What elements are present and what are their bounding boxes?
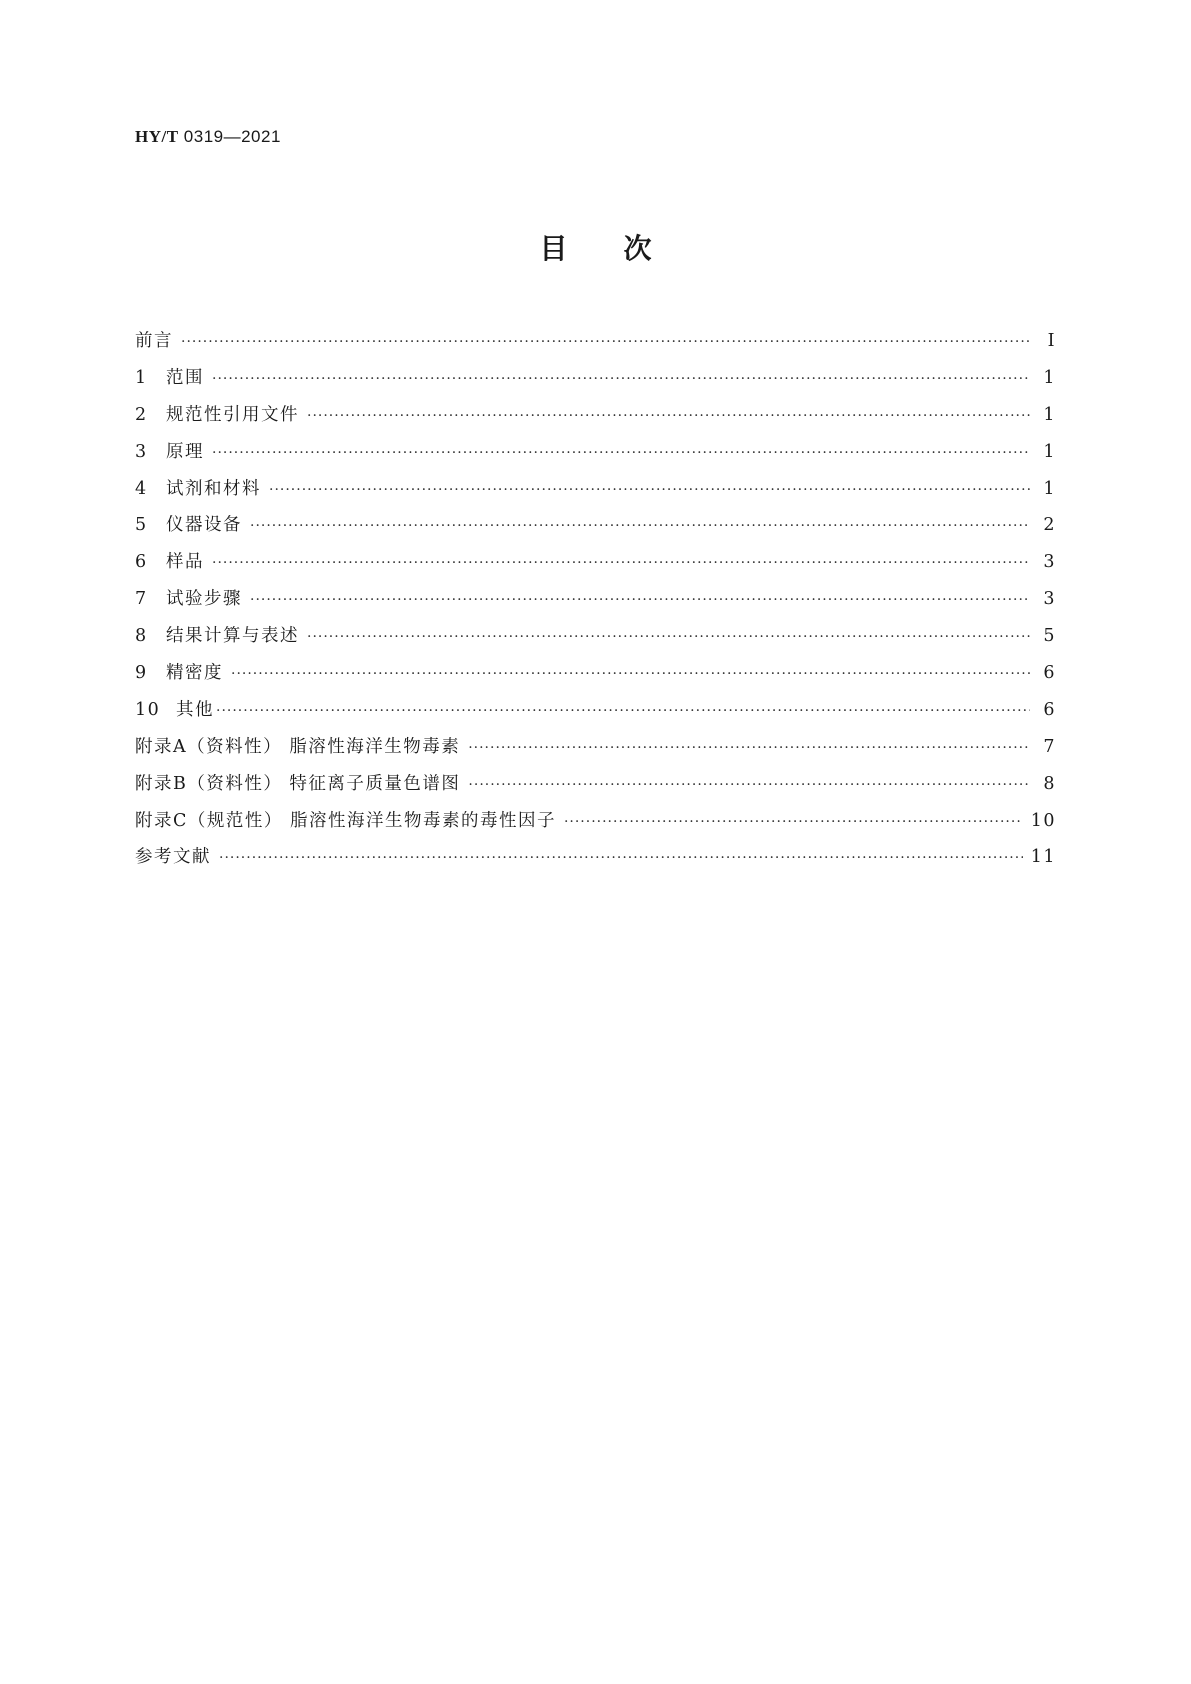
toc-entry-label: 附录B（资料性） 特征离子质量色谱图: [135, 773, 461, 794]
document-code-prefix: HY/T: [135, 127, 179, 146]
toc-title: 目次: [539, 232, 708, 265]
toc-entry-number: 8: [135, 626, 148, 647]
toc-leader-dots: [307, 629, 1030, 645]
toc-entry-page: 1: [1043, 367, 1056, 388]
toc-entry-text: 仪器设备: [166, 515, 242, 536]
toc-leader-dots: [212, 555, 1030, 571]
toc-leader-dots: [212, 371, 1030, 387]
toc-entry-text: 试验步骤: [166, 589, 242, 610]
toc-leader-dots: [231, 666, 1030, 682]
toc-entry-number: 9: [135, 663, 148, 684]
toc-entry-appendix-a[interactable]: [135, 733, 1056, 770]
toc-entry-number: 6: [135, 552, 148, 573]
toc-entry-text: 试剂和材料: [166, 478, 261, 499]
toc-entry-text: 其他: [176, 699, 214, 720]
toc-entry-label: [135, 401, 299, 426]
toc-entry-page: Ⅰ: [1047, 331, 1056, 351]
toc-entry-2[interactable]: [135, 401, 1056, 438]
toc-entry-10[interactable]: [135, 696, 1056, 733]
toc-entry-page: 3: [1043, 552, 1056, 573]
toc-entry-number: 10: [135, 699, 161, 720]
toc-entry-page: 5: [1043, 626, 1056, 647]
toc-entry-text: 原理: [166, 441, 204, 462]
toc-leader-dots: [216, 703, 1030, 719]
toc-leader-dots: [219, 850, 1023, 866]
toc-entry-page: 6: [1043, 663, 1056, 684]
toc-entry-appendix-b[interactable]: [135, 770, 1056, 807]
toc-entry-page: 8: [1043, 773, 1056, 794]
toc-entry-number: 7: [135, 589, 148, 610]
toc-entry-label: 附录C（规范性） 脂溶性海洋生物毒素的毒性因子: [135, 810, 556, 831]
table-of-contents: [135, 327, 1056, 880]
toc-leader-dots: [307, 408, 1030, 424]
toc-leader-dots: [181, 334, 1030, 350]
toc-entry-label: [135, 548, 204, 573]
toc-leader-dots: [564, 814, 1023, 830]
toc-entry-label: 参考文献: [135, 847, 211, 868]
toc-entry-page: 6: [1043, 699, 1056, 720]
toc-entry-9[interactable]: [135, 659, 1056, 696]
toc-entry-page: 11: [1030, 847, 1056, 868]
toc-entry-number: 5: [135, 515, 148, 536]
toc-entry-label: [135, 585, 242, 610]
toc-entry-4[interactable]: [135, 475, 1056, 512]
toc-entry-number: 4: [135, 478, 148, 499]
toc-entry-7[interactable]: [135, 585, 1056, 622]
document-code: [135, 127, 281, 147]
toc-entry-references[interactable]: [135, 843, 1056, 880]
toc-entry-label: 前言: [135, 331, 173, 351]
toc-entry-text: 精密度: [166, 663, 223, 684]
toc-entry-page: 1: [1043, 478, 1056, 499]
toc-entry-page: 1: [1043, 404, 1056, 425]
toc-entry-appendix-c[interactable]: [135, 807, 1056, 844]
toc-entry-3[interactable]: [135, 438, 1056, 475]
toc-entry-page: 3: [1043, 589, 1056, 610]
toc-entry-page: 1: [1043, 441, 1056, 462]
toc-entry-number: 1: [135, 367, 148, 388]
toc-entry-number: 2: [135, 404, 148, 425]
toc-leader-dots: [468, 740, 1030, 756]
toc-entry-label: [135, 364, 204, 389]
toc-entry-label: [135, 438, 204, 463]
toc-entry-text: 结果计算与表述: [166, 626, 299, 647]
document-code-number: 0319—2021: [178, 127, 281, 146]
toc-entry-page: 10: [1030, 810, 1056, 831]
toc-entry-1[interactable]: [135, 364, 1056, 401]
toc-leader-dots: [250, 518, 1030, 534]
toc-leader-dots: [468, 777, 1030, 793]
toc-entry-text: 规范性引用文件: [166, 404, 299, 425]
toc-entry-foreword[interactable]: [135, 327, 1056, 364]
toc-entry-8[interactable]: [135, 622, 1056, 659]
toc-entry-label: [135, 659, 223, 684]
toc-entry-label: [135, 696, 214, 721]
toc-entry-page: 7: [1043, 736, 1056, 757]
toc-entry-text: 范围: [166, 367, 204, 388]
toc-leader-dots: [250, 592, 1030, 608]
toc-entry-text: 样品: [166, 552, 204, 573]
toc-entry-label: [135, 511, 242, 536]
toc-leader-dots: [212, 445, 1030, 461]
toc-entry-number: 3: [135, 441, 148, 462]
toc-entry-6[interactable]: [135, 548, 1056, 585]
toc-entry-5[interactable]: [135, 511, 1056, 548]
toc-entry-label: [135, 475, 261, 500]
toc-entry-label: 附录A（资料性） 脂溶性海洋生物毒素: [135, 736, 461, 757]
toc-entry-label: [135, 622, 299, 647]
toc-entry-page: 2: [1043, 515, 1056, 536]
toc-leader-dots: [269, 482, 1030, 498]
